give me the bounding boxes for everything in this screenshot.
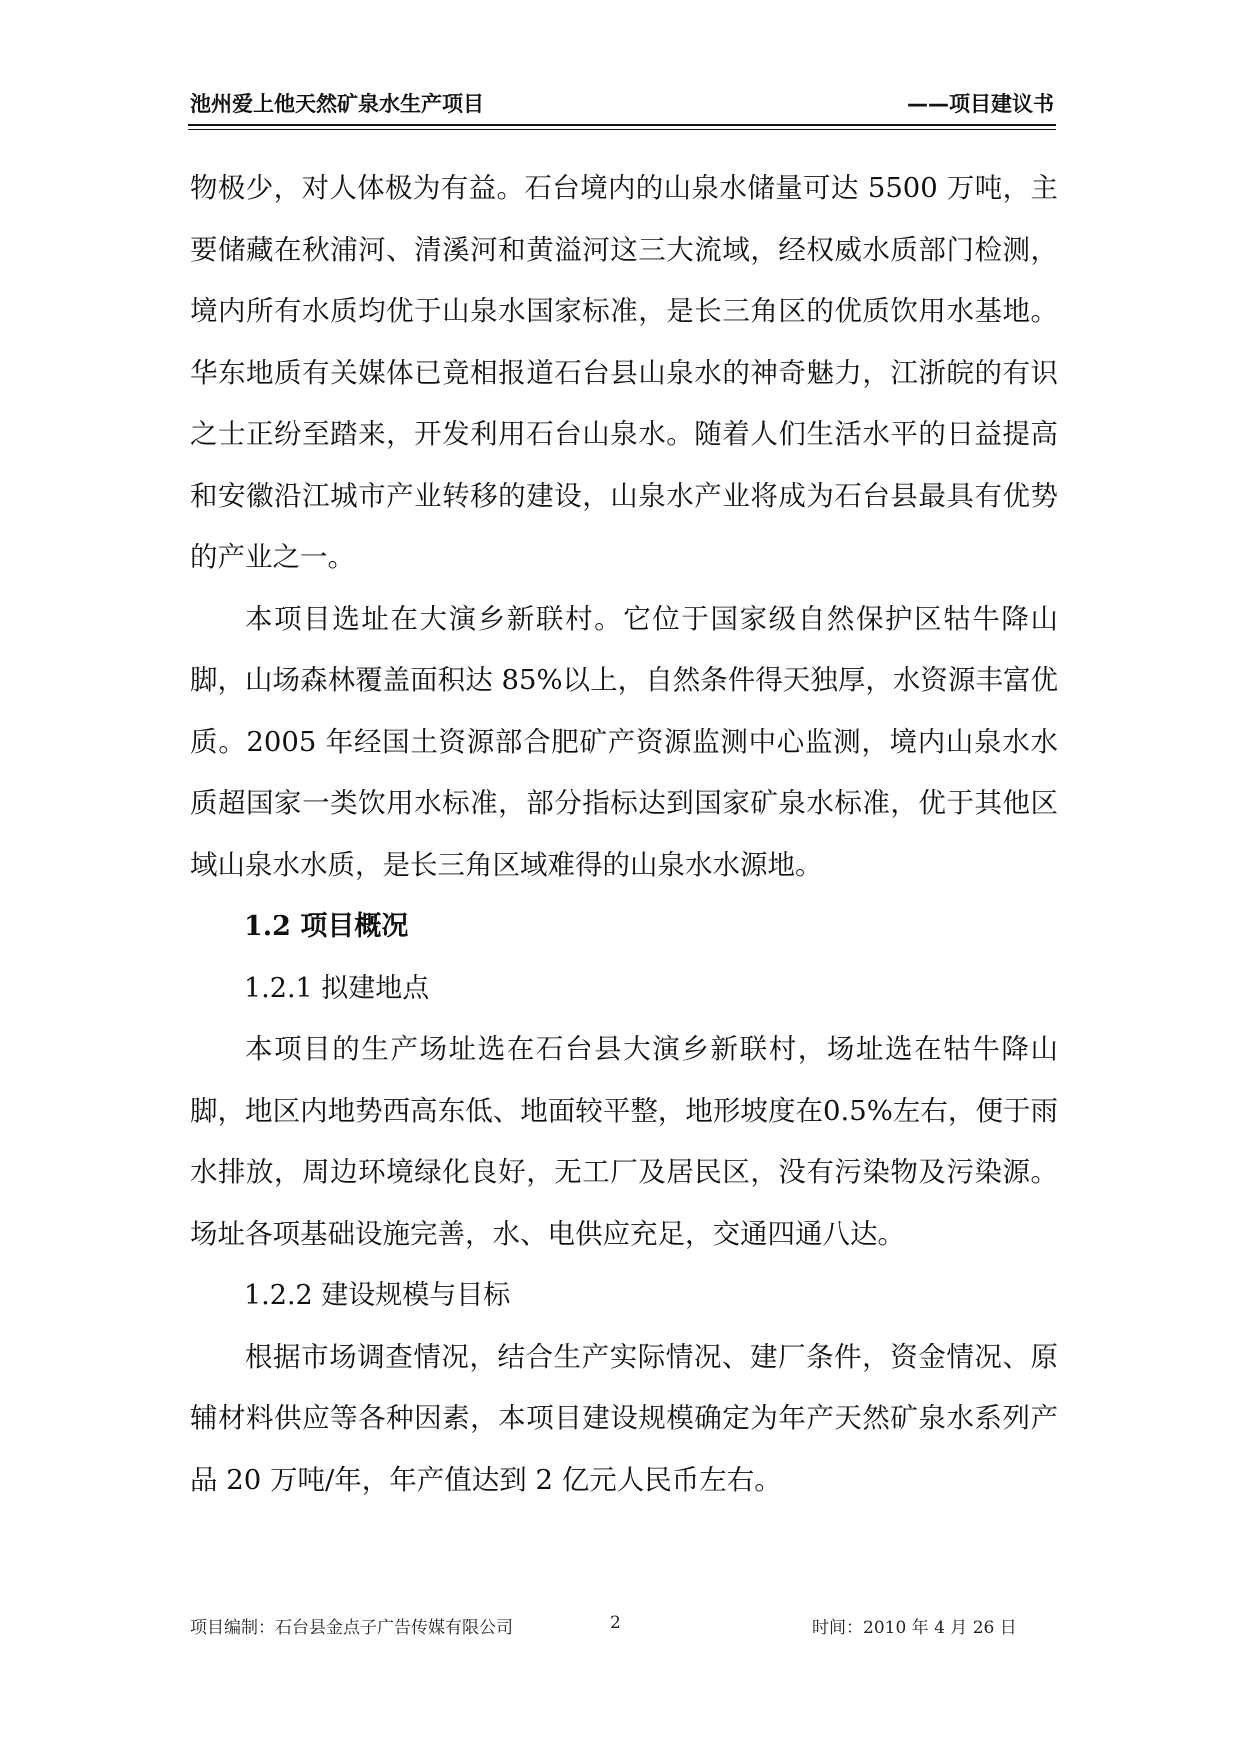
- subsection-heading-location: 1.2.1 拟建地点: [244, 972, 430, 1004]
- footer-date: 时间：2010 年 4 月 26 日: [812, 1618, 1017, 1638]
- page-number: 2: [610, 1613, 621, 1633]
- paragraph-location: 本项目的生产场址选在石台县大演乡新联村，场址选在牯牛降山脚，地区内地势西高东低、地面较平整，地形坡度在0.5%左右，便于雨水排放，周边环境绿化良好，无工厂及居民区，没有污染物及污染源。场址各项基础设施完善，水、电供应充足，交通四通八达。: [190, 1033, 1058, 1250]
- footer-compiler: 项目编制：石台县金点子广告传媒有限公司: [190, 1618, 513, 1638]
- page-header: [188, 84, 1056, 126]
- document-body: [190, 158, 1058, 1511]
- header-project-title: 池州爱上他天然矿泉水生产项目: [190, 92, 484, 116]
- header-divider: [188, 129, 1056, 130]
- paragraph-continued: 物极少，对人体极为有益。石台境内的山泉水储量可达 5500 万吨，主要储藏在秋浦河、清溪河和黄溢河这三大流域，经权威水质部门检测，境内所有水质均优于山泉水国家标准，是长三角区的优质饮用水基地。华东地质有关媒体已竟相报道石台县山泉水的神奇魅力，江浙皖的有识之士正纷至踏来，开发利用石台山泉水。随着人们生活水平的日益提高和安徽沿江城市产业转移的建设，山泉水产业将成为石台县最具有优势的产业之一。: [190, 172, 1058, 573]
- header-doc-type: ——项目建议书: [907, 92, 1054, 116]
- section-heading-project-overview: 1.2 项目概况: [244, 911, 409, 942]
- subsection-heading-scale: 1.2.2 建设规模与目标: [244, 1280, 511, 1311]
- paragraph-scale: 根据市场调查情况，结合生产实际情况、建厂条件，资金情况、原辅材料供应等各种因素，本项目建设规模确定为年产天然矿泉水系列产品 20 万吨/年，年产值达到 2 亿元人民币左右。: [190, 1340, 1058, 1496]
- paragraph-site-selection: 本项目选址在大演乡新联村。它位于国家级自然保护区牯牛降山脚，山场森林覆盖面积达 85%以上，自然条件得天独厚，水资源丰富优质。2005 年经国土资源部合肥矿产资源监测中心监测，境内山泉水水质超国家一类饮用水标准，部分指标达到国家矿泉水标准，优于其他区域山泉水水质，是长三角区域难得的山泉水水源地。: [190, 602, 1058, 881]
